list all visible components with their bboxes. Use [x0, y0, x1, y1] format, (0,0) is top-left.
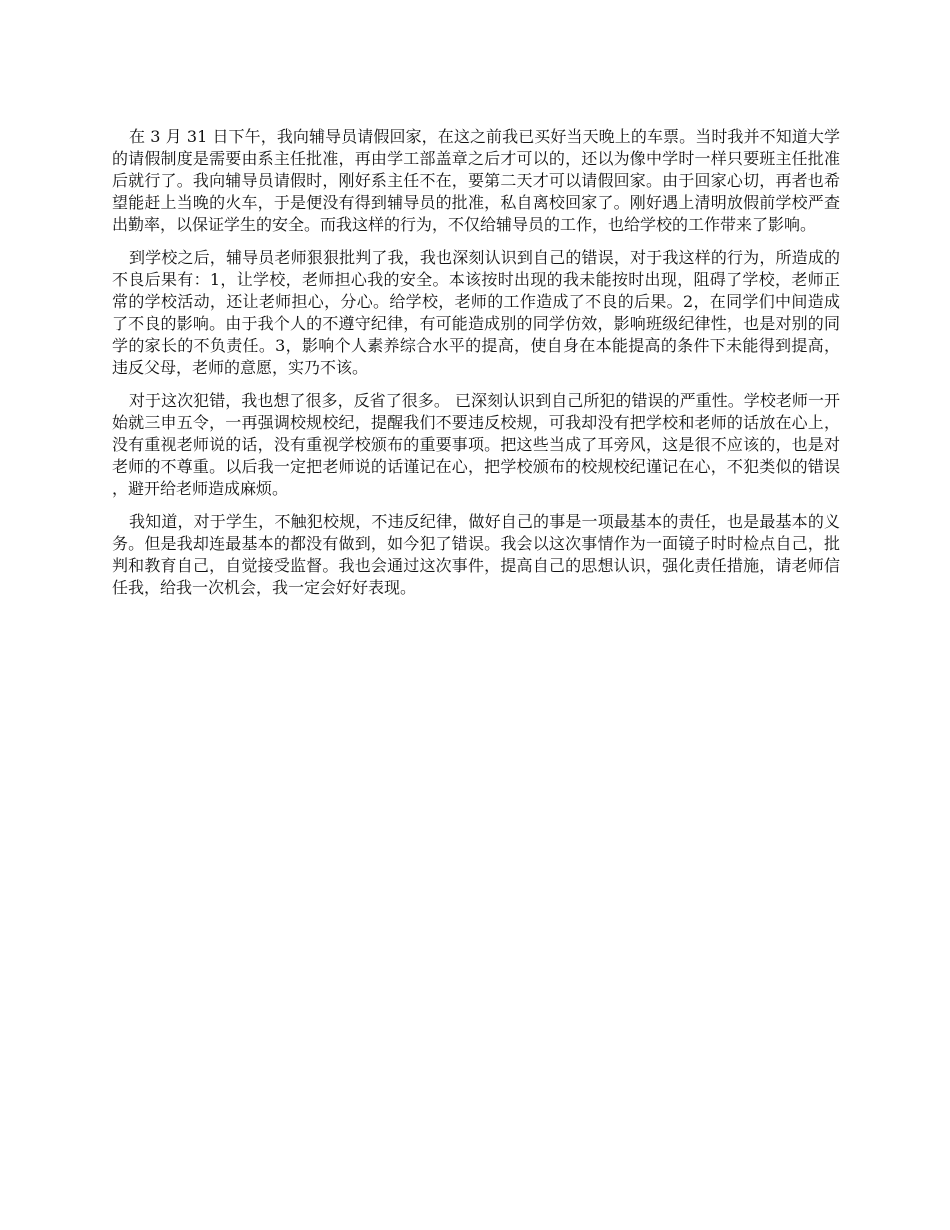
- document-body: [112, 126, 840, 610]
- paragraph-3: 对于这次犯错，我也想了很多，反省了很多。 已深刻认识到自己所犯的错误的严重性。学校老师一开始就三申五令，一再强调校规校纪，提醒我们不要违反校规，可我却没有把学校和老师的话放在心上，没有重视老师说的话，没有重视学校颁布的重要事项。把这些当成了耳旁风，这是很不应该的，也是对老师的不尊重。以后我一定把老师说的话谨记在心，把学校颁布的校规校纪谨记在心，不犯类似的错误，避开给老师造成麻烦。: [112, 391, 840, 498]
- paragraph-2: 到学校之后，辅导员老师狠狠批判了我，我也深刻认识到自己的错误，对于我这样的行为，所造成的不良后果有：1，让学校，老师担心我的安全。本该按时出现的我未能按时出现，阻碍了学校，老师正常的学校活动，还让老师担心，分心。给学校，老师的工作造成了不良的后果。2，在同学们中间造成了不良的影响。由于我个人的不遵守纪律，有可能造成别的同学仿效，影响班级纪律性，也是对别的同学的家长的不负责任。3，影响个人素养综合水平的提高，使自身在本能提高的条件下未能得到提高，违反父母，老师的意愿，实乃不该。: [112, 248, 840, 377]
- paragraph-1: 在 3 月 31 日下午，我向辅导员请假回家，在这之前我已买好当天晚上的车票。当时我并不知道大学的请假制度是需要由系主任批准，再由学工部盖章之后才可以的，还以为像中学时一样只要班主任批准后就行了。我向辅导员请假时，刚好系主任不在，要第二天才可以请假回家。由于回家心切，再者也希望能赶上当晚的火车，于是便没有得到辅导员的批准，私自离校回家了。刚好遇上清明放假前学校严查出勤率，以保证学生的安全。而我这样的行为，不仅给辅导员的工作，也给学校的工作带来了影响。: [112, 127, 840, 234]
- paragraph-4: 我知道，对于学生，不触犯校规，不违反纪律，做好自己的事是一项最基本的责任，也是最基本的义务。但是我却连最基本的都没有做到，如今犯了错误。我会以这次事情作为一面镜子时时检点自己，批判和教育自己，自觉接受监督。我也会通过这次事件，提高自己的思想认识，强化责任措施，请老师信任我，给我一次机会，我一定会好好表现。: [112, 512, 840, 597]
